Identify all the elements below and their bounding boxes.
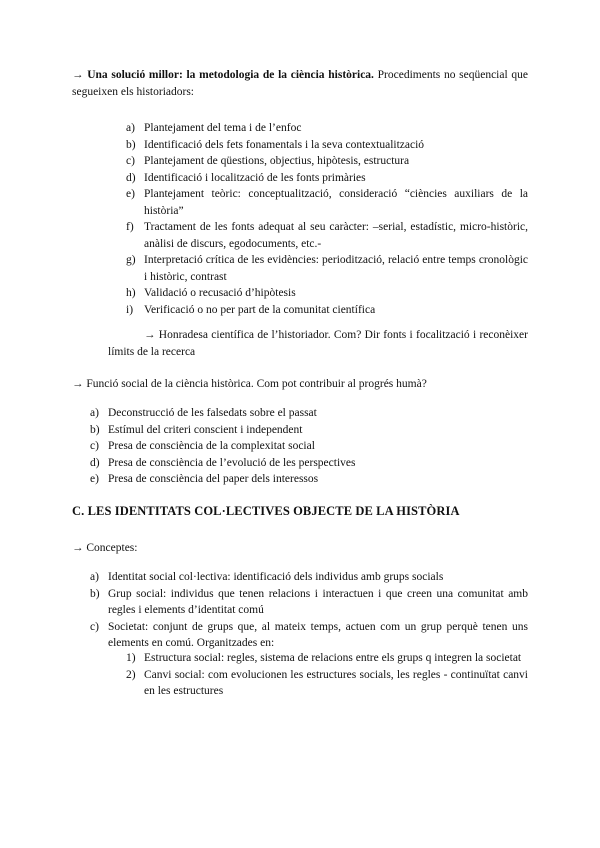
list-marker: f) [126, 221, 134, 233]
list-item-text: Societat: conjunt de grups que, al mateix temps, actuen com un grup perquè tenen uns elements en comú. Organitzades en: [108, 620, 528, 649]
list-marker: d) [90, 456, 100, 469]
list-item-text: Canvi social: com evolucionen les estructures socials, les regles - continuïtat canvi en les estructures [144, 668, 528, 697]
concepts-list [90, 569, 528, 652]
list-item-text: Presa de consciència de l’evolució de les perspectives [108, 456, 356, 469]
list-item [90, 586, 528, 619]
list-item [90, 422, 528, 439]
list-item [90, 405, 528, 422]
list-item [126, 302, 528, 319]
list-item-text: Tractament de les fonts adequat al seu caràcter: –serial, estadístic, micro-històric, anàlisi de discurs, egodocuments, etc.- [144, 221, 528, 250]
methodology-steps [126, 120, 528, 318]
subconcepts-list [126, 650, 528, 700]
list-item-text: Identificació i localització de les fonts primàries [144, 171, 366, 184]
list-item-text: Deconstrucció de les falsedats sobre el passat [108, 407, 317, 419]
list-item-text: Verificació o no per part de la comunitat científica [144, 303, 376, 316]
list-item-text: Validació o recusació d’hipòtesis [144, 287, 296, 299]
list-marker: c) [90, 620, 99, 633]
list-item [126, 285, 528, 302]
list-item [126, 153, 528, 170]
list-item [126, 650, 528, 667]
list-marker: b) [90, 587, 100, 600]
list-item [126, 252, 528, 285]
list-marker: a) [90, 571, 99, 583]
list-marker: i) [126, 303, 134, 316]
list-item-text: Interpretació crítica de les evidències: periodització, relació entre temps cronològic i històric, contrast [144, 254, 528, 283]
list-item-text: Identitat social col·lectiva: identificació dels individus amb grups socials [108, 571, 444, 583]
list-item [90, 471, 528, 488]
list-item [90, 455, 528, 472]
intro-arrow: → [72, 69, 84, 81]
list-item-text: Plantejament teòric: conceptualització, consideració “ciències auxiliars de la història” [144, 188, 528, 217]
list-item-text: Presa de consciència de la complexitat social [108, 440, 315, 452]
list-item [90, 619, 528, 652]
social-function-list [90, 405, 528, 488]
list-marker: 2) [126, 668, 136, 681]
list-marker: c) [126, 155, 135, 167]
list-item [126, 120, 528, 137]
social-function-intro: → Funció social de la ciència històrica. Com pot contribuir al progrés humà? [72, 378, 427, 390]
intro-text: Procediments no seqüencial que segueixen els historiadors: [72, 69, 528, 98]
list-marker: b) [90, 423, 100, 436]
list-item [90, 438, 528, 455]
list-marker: a) [126, 122, 135, 134]
section-heading: C. LES IDENTITATS COL·LECTIVES OBJECTE DE LA HISTÒRIA [72, 504, 460, 518]
methodology-intro [72, 67, 528, 100]
honesty-note: → Honradesa científica de l’historiador. Com? Dir fonts i focalització i reconèixer límits de la recerca [108, 329, 528, 358]
list-item [126, 219, 528, 252]
list-item-text: Estímul del criteri conscient i independent [108, 423, 303, 436]
list-item [126, 186, 528, 219]
list-item-text: Grup social: individus que tenen relacions i interactuen i que creen una comunitat amb regles i elements d’identitat comú [108, 587, 528, 616]
list-marker: g) [126, 254, 136, 266]
list-marker: 1) [126, 652, 136, 664]
list-item-text: Presa de consciència del paper dels interessos [108, 473, 319, 485]
list-marker: e) [90, 473, 99, 485]
intro-bold-text: Una solució millor: la metodologia de la ciència històrica. [87, 69, 374, 81]
list-item-text: Identificació dels fets fonamentals i la seva contextualització [144, 138, 425, 151]
concepts-intro: → Conceptes: [72, 542, 138, 554]
list-item [126, 170, 528, 187]
list-item-text: Estructura social: regles, sistema de relacions entre els grups q integren la societat [144, 652, 522, 664]
list-item-text: Plantejament del tema i de l’enfoc [144, 122, 302, 134]
list-marker: a) [90, 407, 99, 419]
list-item [90, 569, 528, 586]
list-marker: e) [126, 188, 135, 200]
list-marker: c) [90, 440, 99, 452]
list-marker: h) [126, 287, 136, 299]
list-marker: b) [126, 138, 136, 151]
list-marker: d) [126, 171, 136, 184]
list-item [126, 137, 528, 154]
list-item-text: Plantejament de qüestions, objectius, hipòtesis, estructura [144, 155, 410, 167]
list-item [126, 667, 528, 700]
